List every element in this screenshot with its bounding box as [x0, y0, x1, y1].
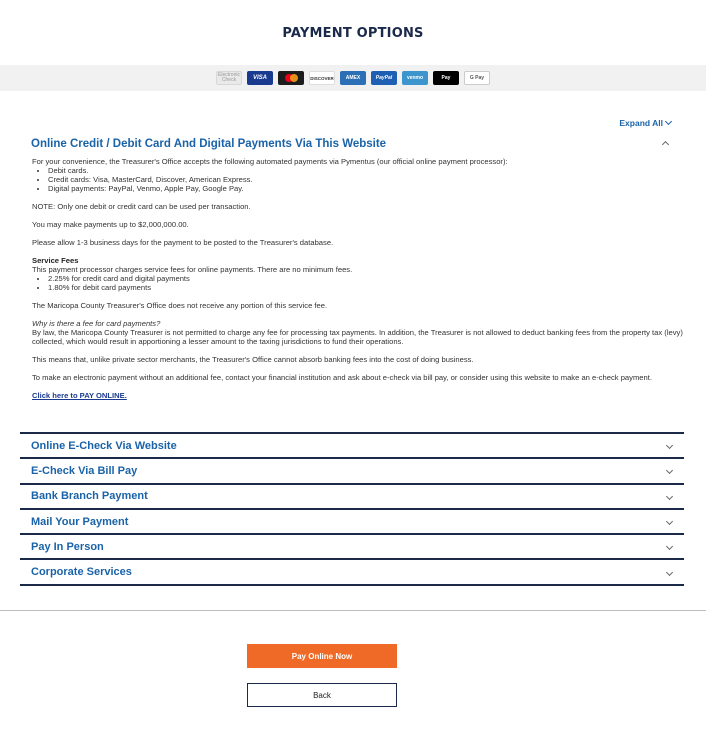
accordion-item-label: Pay In Person — [31, 540, 104, 553]
fees-heading: Service Fees — [32, 256, 79, 265]
accordion-section-credit-debit — [20, 134, 684, 409]
echeck-logo: Electronic Check — [216, 71, 242, 85]
payment-logos-bar — [0, 65, 706, 91]
fees-intro: This payment processor charges service fees for online payments. There are no minimum fees. — [32, 265, 353, 274]
chevron-down-icon — [666, 493, 673, 500]
expand-all-label: Expand All — [619, 118, 663, 128]
accordion-item-mail[interactable] — [20, 510, 684, 535]
posting-text: Please allow 1-3 business days for the payment to be posted to the Treasurer's database. — [32, 238, 334, 247]
accordion-item-online-echeck[interactable] — [20, 434, 684, 459]
amex-logo: AMEX — [340, 71, 366, 85]
accordion-title: Online Credit / Debit Card And Digital Payments Via This Website — [31, 138, 387, 150]
no-portion-text: The Maricopa County Treasurer's Office does not receive any portion of this service fee. — [32, 301, 328, 310]
list-item: • 2.25% for credit card and digital payments — [48, 274, 700, 283]
chevron-down-icon — [666, 442, 673, 449]
accordion-item-in-person[interactable] — [20, 535, 684, 560]
googlepay-logo: G Pay — [464, 71, 490, 85]
chevron-down-icon — [666, 467, 673, 474]
echeck-tip-text: To make an electronic payment without an additional fee, contact your financial institution and ask about e-check via bill pay, or consider using this website to make an e-check payment. — [32, 373, 652, 382]
venmo-logo: venmo — [402, 71, 428, 85]
accordion-item-corporate[interactable] — [20, 560, 684, 585]
applepay-logo: Pay — [433, 71, 459, 85]
expand-all-button[interactable] — [619, 118, 671, 128]
pay-online-now-button[interactable]: Pay Online Now — [247, 644, 397, 668]
accordion-header-credit-debit[interactable] — [20, 134, 684, 154]
accordion-item-label: Online E-Check Via Website — [31, 439, 177, 452]
list-item: • Digital payments: PayPal, Venmo, Apple Pay, Google Pay. — [48, 184, 700, 193]
accordion-item-label: Corporate Services — [31, 566, 132, 579]
accordion-body — [20, 154, 700, 400]
list-item: • Debit cards. — [48, 166, 700, 175]
chevron-down-icon — [666, 543, 673, 550]
limit-text: You may make payments up to $2,000,000.00. — [32, 220, 189, 229]
discover-logo: DISCOVER — [309, 71, 335, 85]
why-text: By law, the Maricopa County Treasurer is not permitted to charge any fee for processing tax payments. In addition, the Treasurer is not allowed to deduct banking fees from the property tax (levy) collected, which would result in apportioning a lesser amount to the taxing jurisdictions to fund their operations. — [32, 328, 683, 346]
chevron-down-icon — [666, 569, 673, 576]
accordion-item-bank-branch[interactable] — [20, 485, 684, 510]
visa-logo: VISA — [247, 71, 273, 85]
accordion-item-label: E-Check Via Bill Pay — [31, 464, 138, 477]
chevron-down-icon — [666, 518, 673, 525]
accordion-item-label: Bank Branch Payment — [31, 490, 148, 503]
accordion-list — [20, 432, 684, 586]
fees-list — [48, 274, 700, 292]
accordion-item-label: Mail Your Payment — [31, 515, 129, 528]
accordion-item-echeck-bill-pay[interactable] — [20, 459, 684, 484]
intro-text: For your convenience, the Treasurer's Office accepts the following automated payments via Pymentus (our official online payment processor): — [32, 157, 508, 166]
pay-online-link[interactable]: Click here to PAY ONLINE. — [32, 391, 127, 400]
mastercard-logo — [278, 71, 304, 85]
note-text: NOTE: Only one debit or credit card can be used per transaction. — [32, 202, 251, 211]
divider — [0, 610, 706, 611]
chevron-up-icon — [662, 140, 669, 147]
back-button[interactable]: Back — [247, 683, 397, 707]
list-item: • Credit cards: Visa, MasterCard, Discover, American Express. — [48, 175, 700, 184]
unlike-text: This means that, unlike private sector merchants, the Treasurer's Office cannot absorb banking fees into the cost of doing business. — [32, 355, 474, 364]
paypal-logo: PayPal — [371, 71, 397, 85]
list-item: • 1.80% for debit card payments — [48, 283, 700, 292]
payment-types-list — [48, 166, 700, 193]
why-heading: Why is there a fee for card payments? — [32, 319, 161, 328]
page-title: PAYMENT OPTIONS — [282, 26, 424, 41]
chevron-down-icon — [665, 118, 672, 125]
